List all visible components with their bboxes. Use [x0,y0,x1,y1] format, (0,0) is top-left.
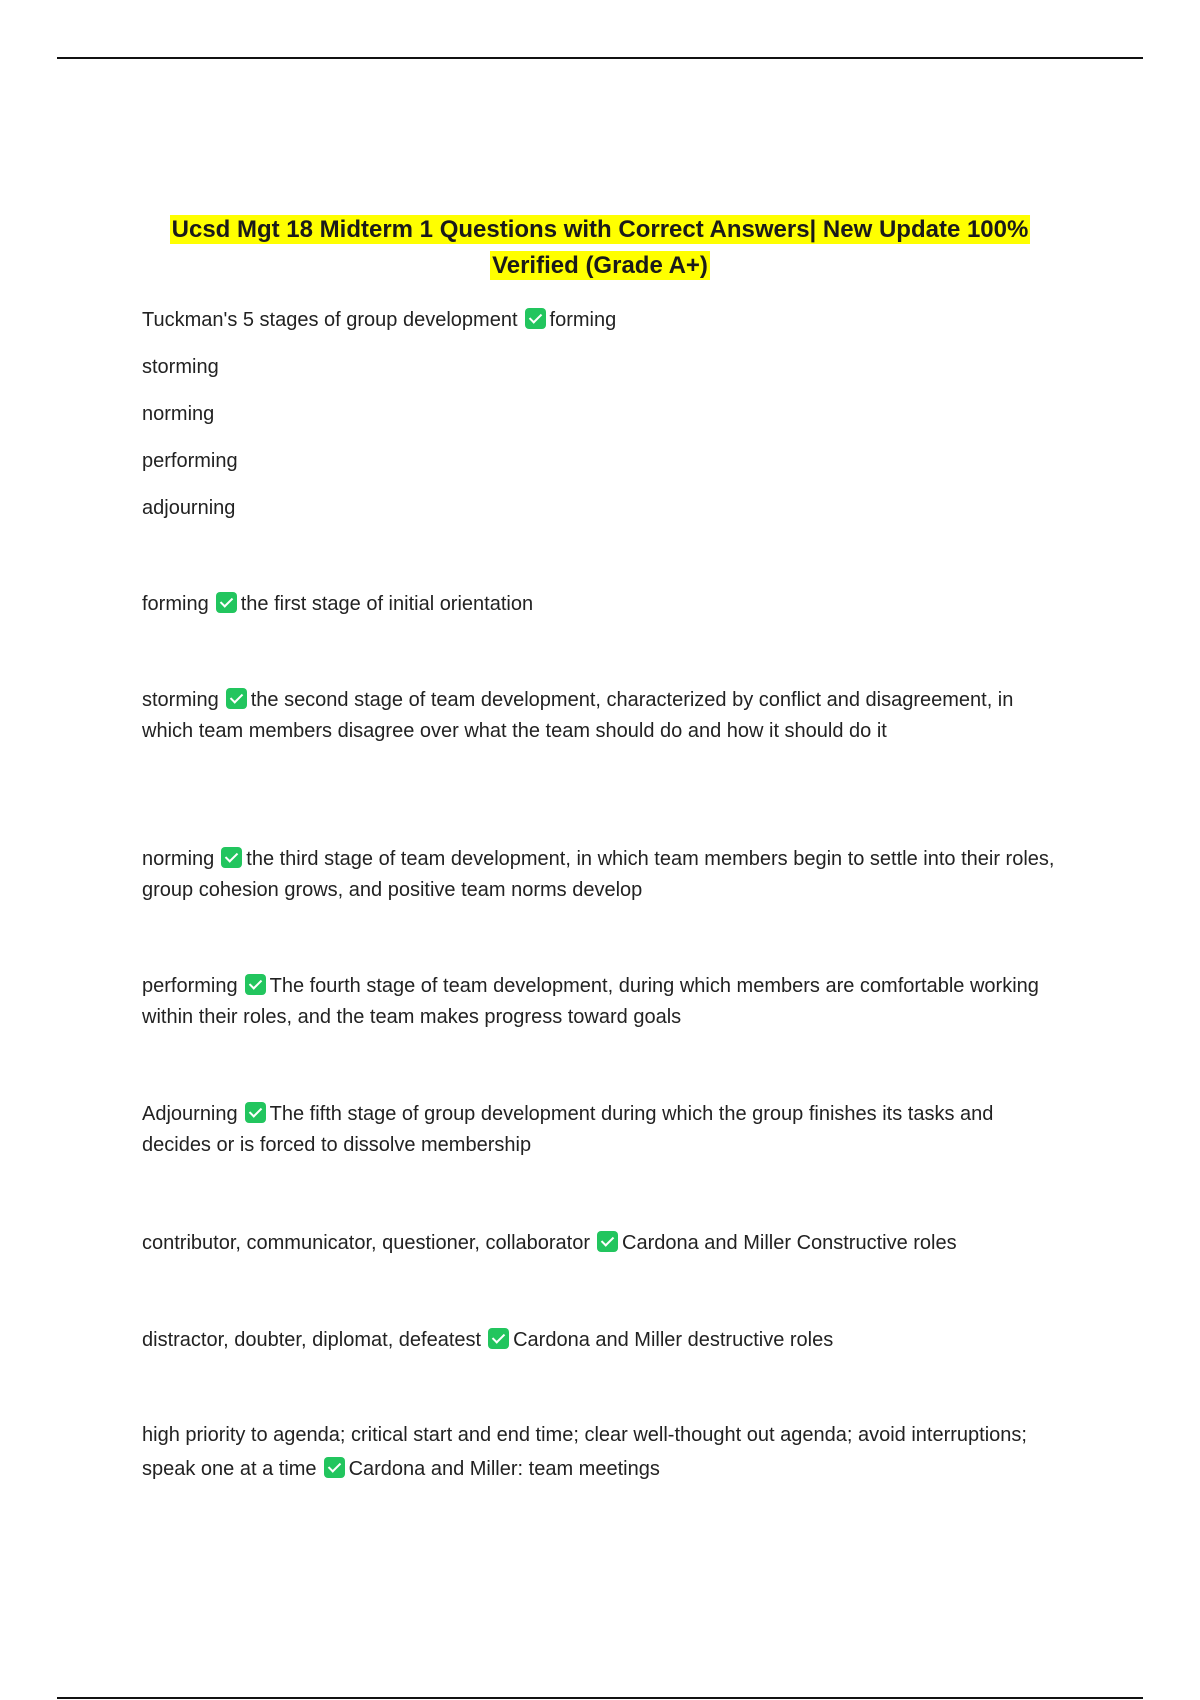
qa-entry-destructive-roles [142,1325,1062,1356]
qa-entry-storming [142,685,1062,747]
qa-entry-performing [142,971,1062,1033]
entry-term: storming [142,689,219,711]
entry-answer: forming [549,309,617,331]
qa-entry-norming [142,844,1062,906]
entry-answer: the third stage of team development, in which team members begin to settle into their roles, group cohesion grows, and positive team norms develop [142,848,1055,901]
entry-answer: The fifth stage of group development during which the group finishes its tasks and decides or is forced to dissolve membership [142,1103,994,1156]
green-checkmark-icon [525,308,546,329]
entry-answer: Cardona and Miller: team meetings [348,1458,660,1480]
green-checkmark-icon [245,1102,266,1123]
entry-term: norming [142,848,215,870]
green-checkmark-icon [226,688,247,709]
entry-answer: The fourth stage of team development, during which members are comfortable working within their roles, and the team makes progress toward goals [142,975,1039,1028]
green-checkmark-icon [245,974,266,995]
green-checkmark-icon [324,1457,345,1478]
entry-term: distractor, doubter, diplomat, defeatest [142,1329,482,1351]
entry-term: Tuckman's 5 stages of group development [142,309,518,331]
qa-entry-team-meetings [142,1418,1062,1486]
green-checkmark-icon [488,1328,509,1349]
entry-answer: Cardona and Miller destructive roles [513,1329,834,1351]
entry-answer: Cardona and Miller Constructive roles [622,1232,957,1254]
green-checkmark-icon [597,1231,618,1252]
footer-rule [57,1697,1143,1699]
qa-entry-constructive-roles [142,1228,1062,1259]
entry-term: high priority to agenda; critical start and end time; clear well-thought out agenda; avoid interruptions; speak one at a time [142,1424,1027,1480]
entry-term: Adjourning [142,1103,238,1125]
entry-term: contributor, communicator, questioner, collaborator [142,1232,591,1254]
green-checkmark-icon [216,592,237,613]
header-rule [57,57,1143,59]
qa-entry-forming [142,589,1062,620]
qa-entry-adjourning [142,1099,1062,1161]
entry-term: forming [142,593,209,615]
list-item: norming [142,403,215,425]
green-checkmark-icon [221,847,242,868]
list-item: adjourning [142,497,236,519]
title-highlight: Ucsd Mgt 18 Midterm 1 Questions with Correct Answers| New Update 100% Verified (Grade A+) [171,216,1029,279]
entry-term: performing [142,975,238,997]
document-title [130,212,1070,284]
qa-entry-tuckman [142,305,1062,336]
entry-answer: the second stage of team development, characterized by conflict and disagreement, in which team members disagree over what the team should do and how it should do it [142,689,1014,742]
list-item: storming [142,356,219,378]
list-item: performing [142,450,238,472]
entry-answer: the first stage of initial orientation [240,593,534,615]
